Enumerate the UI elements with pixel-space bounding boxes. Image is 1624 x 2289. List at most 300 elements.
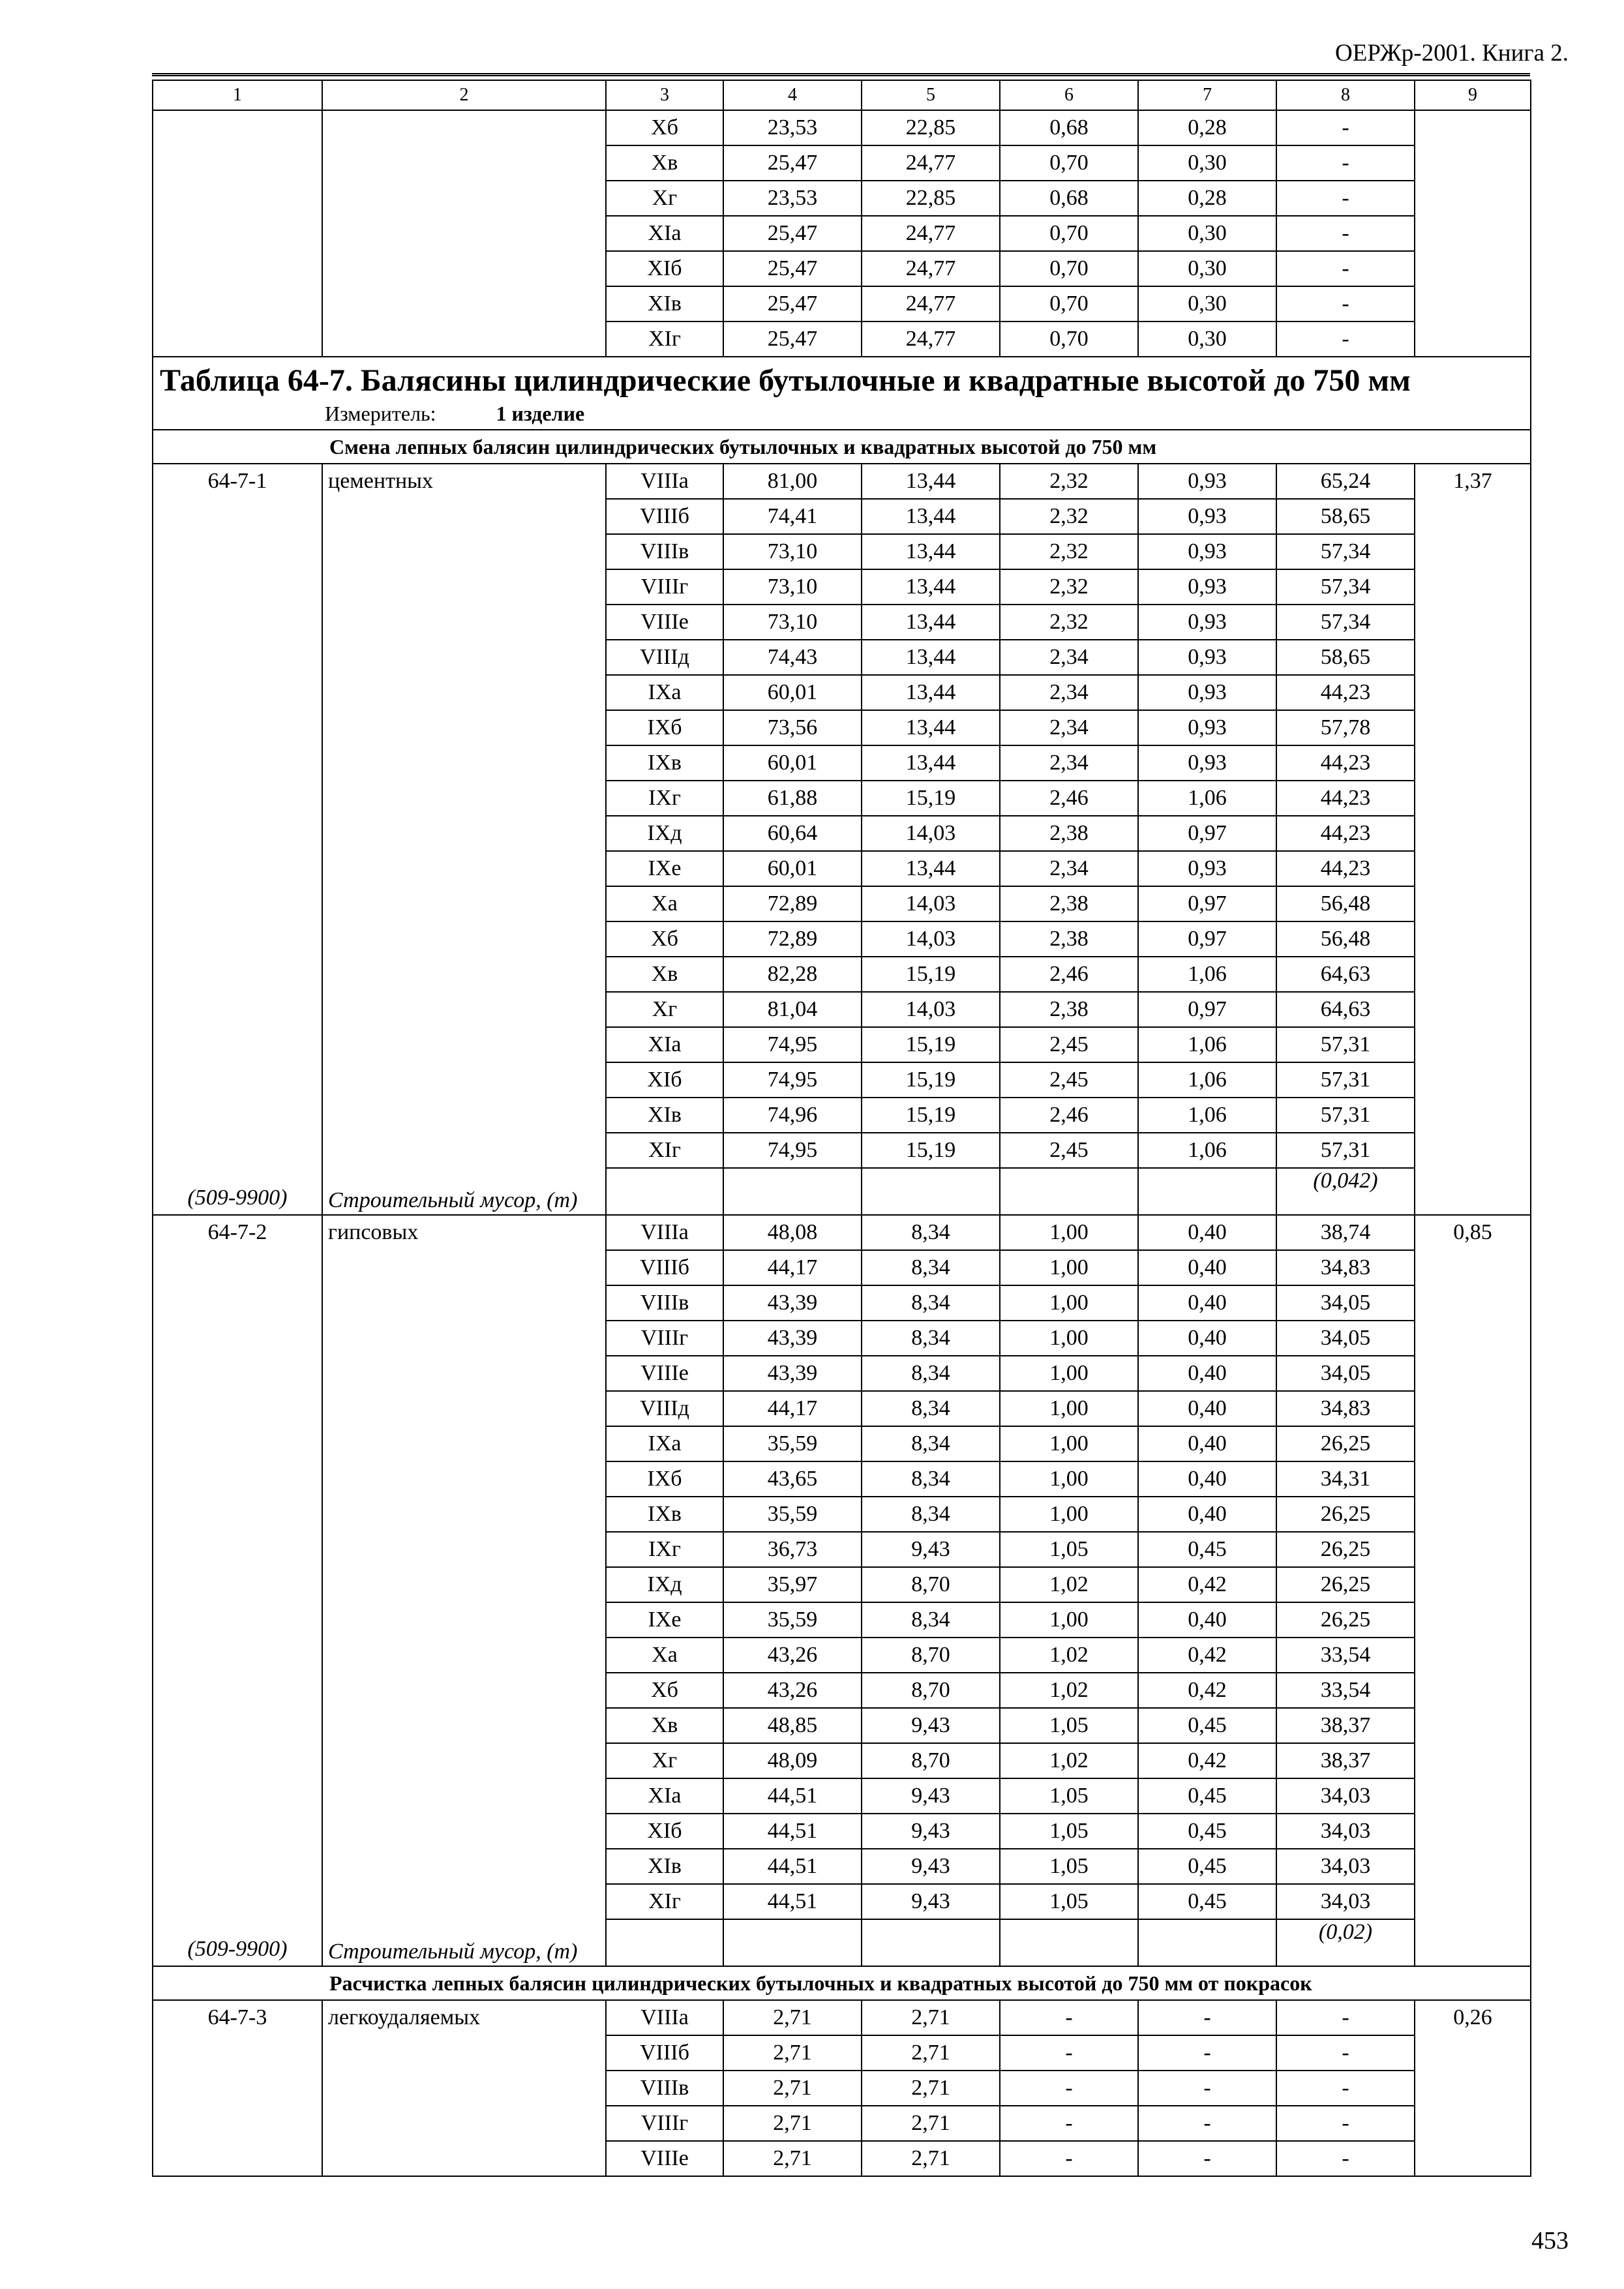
zone-cell: IXе	[606, 1602, 723, 1638]
value-cell: 34,03	[1276, 1814, 1415, 1849]
value-cell: 2,32	[1000, 569, 1138, 605]
value-cell: 1,00	[1000, 1321, 1138, 1356]
zone-cell: VIIIг	[606, 2106, 723, 2141]
value-cell: 61,88	[723, 781, 862, 816]
table-row	[153, 2000, 1531, 2035]
empty-col9-cell	[1415, 110, 1531, 357]
value-cell: 0,45	[1138, 1814, 1276, 1849]
norm-code: 64-7-2	[207, 1220, 267, 1244]
value-cell: 0,70	[1000, 251, 1138, 286]
value-cell: 22,85	[862, 110, 1000, 145]
value-cell: 15,19	[862, 1133, 1000, 1168]
norm-name: гипсовых	[328, 1220, 419, 1244]
value-cell: 26,25	[1276, 1602, 1415, 1638]
zone-cell: XIв	[606, 1098, 723, 1133]
value-cell: 44,51	[723, 1884, 862, 1919]
empty-code-cell	[153, 110, 322, 357]
value-cell: 0,42	[1138, 1743, 1276, 1778]
book-header: ОЕРЖр-2001. Книга 2.	[1335, 40, 1569, 67]
value-cell: 2,71	[862, 2141, 1000, 2176]
page-number: 453	[1531, 2227, 1569, 2254]
value-cell: 0,93	[1138, 464, 1276, 499]
value-cell: 34,05	[1276, 1285, 1415, 1321]
value-cell: 0,70	[1000, 216, 1138, 251]
value-cell: 1,05	[1000, 1778, 1138, 1814]
table-title-row	[153, 357, 1531, 430]
value-cell: 23,53	[723, 181, 862, 216]
col9-cell	[1415, 1215, 1531, 1966]
value-cell: 8,34	[862, 1285, 1000, 1321]
norm-code-cell	[153, 1215, 322, 1966]
value-cell: 72,89	[723, 921, 862, 957]
table-title-cell	[153, 357, 1531, 430]
value-cell: 38,74	[1276, 1215, 1415, 1250]
zone-cell: VIIIб	[606, 499, 723, 534]
value-cell: 0,42	[1138, 1567, 1276, 1602]
zone-cell: IXб	[606, 1461, 723, 1497]
value-cell: 0,93	[1138, 710, 1276, 745]
empty-name-cell	[322, 110, 606, 357]
zone-cell: IXв	[606, 1497, 723, 1532]
value-cell: 2,38	[1000, 992, 1138, 1027]
zone-cell: IXа	[606, 1426, 723, 1461]
value-cell: 25,47	[723, 322, 862, 357]
value-cell: 24,77	[862, 251, 1000, 286]
norm-code: 64-7-1	[207, 469, 267, 493]
value-cell: 14,03	[862, 992, 1000, 1027]
value-cell: 57,31	[1276, 1133, 1415, 1168]
value-cell: 8,34	[862, 1497, 1000, 1532]
value-cell: -	[1276, 2141, 1415, 2176]
value-cell: 13,44	[862, 640, 1000, 675]
value-cell: 0,40	[1138, 1285, 1276, 1321]
value-cell: 0,40	[1138, 1356, 1276, 1391]
zone-cell: XIб	[606, 251, 723, 286]
value-cell: 34,03	[1276, 1778, 1415, 1814]
value-cell: 57,31	[1276, 1098, 1415, 1133]
zone-cell: XIа	[606, 216, 723, 251]
value-cell: 9,43	[862, 1532, 1000, 1567]
value-cell: 0,93	[1138, 675, 1276, 710]
value-cell: 48,09	[723, 1743, 862, 1778]
value-cell: 13,44	[862, 675, 1000, 710]
value-cell: 13,44	[862, 745, 1000, 781]
zone-cell: IXг	[606, 1532, 723, 1567]
zone-cell: Хв	[606, 145, 723, 181]
value-cell: 0,30	[1138, 216, 1276, 251]
value-cell: 0,30	[1138, 251, 1276, 286]
section-row	[153, 430, 1531, 464]
value-cell: 0,30	[1138, 145, 1276, 181]
zone-cell: VIIIб	[606, 2035, 723, 2071]
value-cell: 2,71	[862, 2071, 1000, 2106]
zone-cell: VIIIе	[606, 1356, 723, 1391]
value-cell: 0,28	[1138, 110, 1276, 145]
value-cell: 48,85	[723, 1708, 862, 1743]
value-cell: 60,01	[723, 745, 862, 781]
value-cell: 25,47	[723, 286, 862, 322]
value-cell: 48,08	[723, 1215, 862, 1250]
value-cell: 73,10	[723, 569, 862, 605]
column-number: 8	[1276, 80, 1415, 110]
value-cell: 34,03	[1276, 1884, 1415, 1919]
section-heading: Смена лепных балясин цилиндрических бутылочных и квадратных высотой до 750 мм	[153, 430, 1531, 464]
value-cell: -	[1276, 251, 1415, 286]
value-cell: 9,43	[862, 1778, 1000, 1814]
value-cell: 13,44	[862, 710, 1000, 745]
value-cell: 25,47	[723, 251, 862, 286]
value-cell: 0,40	[1138, 1602, 1276, 1638]
column-number: 4	[723, 80, 862, 110]
value-cell: 43,26	[723, 1638, 862, 1673]
norm-name-cell	[322, 1215, 606, 1966]
value-cell: 74,95	[723, 1027, 862, 1062]
value-cell: 2,46	[1000, 781, 1138, 816]
value-cell: 57,34	[1276, 534, 1415, 569]
measurer-value: 1 изделие	[496, 402, 585, 425]
value-cell: 34,03	[1276, 1849, 1415, 1884]
value-cell: 58,65	[1276, 499, 1415, 534]
value-cell: 65,24	[1276, 464, 1415, 499]
zone-cell: VIIIд	[606, 1391, 723, 1426]
table-row	[153, 110, 1531, 145]
value-cell: 34,05	[1276, 1356, 1415, 1391]
value-cell: 2,32	[1000, 605, 1138, 640]
value-cell: 1,00	[1000, 1391, 1138, 1426]
value-cell: 1,06	[1138, 1027, 1276, 1062]
value-cell: 13,44	[862, 569, 1000, 605]
zone-cell: Ха	[606, 1638, 723, 1673]
value-cell: 60,01	[723, 675, 862, 710]
trash-qty: (0,042)	[1313, 1169, 1378, 1193]
value-cell: 24,77	[862, 322, 1000, 357]
value-cell: 64,63	[1276, 992, 1415, 1027]
value-cell: 2,34	[1000, 640, 1138, 675]
value-cell: 0,45	[1138, 1708, 1276, 1743]
empty-cell	[723, 1168, 862, 1215]
zone-cell: VIIIб	[606, 1250, 723, 1285]
value-cell: 73,56	[723, 710, 862, 745]
value-cell: -	[1000, 2035, 1138, 2071]
norm-name: цементных	[328, 469, 433, 493]
trash-qty-cell	[1276, 1919, 1415, 1966]
value-cell: 0,93	[1138, 640, 1276, 675]
value-cell: 0,97	[1138, 921, 1276, 957]
table-title: Таблица 64-7. Балясины цилиндрические бутылочные и квадратные высотой до 750 мм	[160, 363, 1411, 398]
value-cell: 44,51	[723, 1778, 862, 1814]
value-cell: 0,30	[1138, 286, 1276, 322]
col9-cell	[1415, 2000, 1531, 2176]
empty-cell	[606, 1919, 723, 1966]
value-cell: 43,26	[723, 1673, 862, 1708]
value-cell: 8,34	[862, 1356, 1000, 1391]
empty-cell	[862, 1919, 1000, 1966]
value-cell: 1,06	[1138, 1062, 1276, 1098]
zone-cell: VIIIе	[606, 605, 723, 640]
value-cell: 34,83	[1276, 1250, 1415, 1285]
zone-cell: Хг	[606, 181, 723, 216]
value-cell: 1,00	[1000, 1461, 1138, 1497]
column-number-row	[153, 80, 1531, 110]
value-cell: 43,65	[723, 1461, 862, 1497]
value-cell: 24,77	[862, 145, 1000, 181]
value-cell: 2,45	[1000, 1133, 1138, 1168]
value-cell: 15,19	[862, 1062, 1000, 1098]
value-cell: -	[1276, 322, 1415, 357]
value-cell: 82,28	[723, 957, 862, 992]
empty-cell	[1000, 1919, 1138, 1966]
value-cell: 0,93	[1138, 745, 1276, 781]
value-cell: 2,38	[1000, 886, 1138, 921]
header-rule	[152, 73, 1530, 76]
value-cell: 2,34	[1000, 675, 1138, 710]
column-number: 3	[606, 80, 723, 110]
value-cell: 58,65	[1276, 640, 1415, 675]
value-cell: 72,89	[723, 886, 862, 921]
value-cell: 0,93	[1138, 534, 1276, 569]
value-cell: 44,23	[1276, 675, 1415, 710]
zone-cell: VIIIа	[606, 1215, 723, 1250]
value-cell: 43,39	[723, 1321, 862, 1356]
value-cell: 0,45	[1138, 1849, 1276, 1884]
col9-value: 0,85	[1453, 1220, 1492, 1244]
value-cell: -	[1000, 2141, 1138, 2176]
value-cell: 38,37	[1276, 1708, 1415, 1743]
value-cell: 2,71	[723, 2071, 862, 2106]
value-cell: 44,51	[723, 1849, 862, 1884]
value-cell: 26,25	[1276, 1567, 1415, 1602]
value-cell: 1,00	[1000, 1250, 1138, 1285]
value-cell: 0,70	[1000, 322, 1138, 357]
value-cell: 1,00	[1000, 1426, 1138, 1461]
value-cell: 0,68	[1000, 181, 1138, 216]
value-cell: 2,71	[862, 2035, 1000, 2071]
empty-cell	[606, 1168, 723, 1215]
value-cell: 13,44	[862, 851, 1000, 886]
value-cell: 74,96	[723, 1098, 862, 1133]
column-number: 9	[1415, 80, 1531, 110]
value-cell: 0,45	[1138, 1778, 1276, 1814]
column-number: 2	[322, 80, 606, 110]
value-cell: 1,02	[1000, 1743, 1138, 1778]
trash-name: Строительный мусор, (т)	[328, 1188, 578, 1212]
value-cell: 38,37	[1276, 1743, 1415, 1778]
value-cell: 56,48	[1276, 921, 1415, 957]
value-cell: 44,17	[723, 1250, 862, 1285]
value-cell: 8,70	[862, 1743, 1000, 1778]
value-cell: -	[1276, 2071, 1415, 2106]
value-cell: -	[1276, 2000, 1415, 2035]
value-cell: 2,71	[862, 2106, 1000, 2141]
zone-cell: VIIIе	[606, 2141, 723, 2176]
zone-cell: VIIIг	[606, 569, 723, 605]
zone-cell: VIIIг	[606, 1321, 723, 1356]
norms-table	[152, 80, 1531, 2177]
value-cell: 8,70	[862, 1638, 1000, 1673]
trash-code: (509-9900)	[187, 1186, 288, 1210]
value-cell: 0,28	[1138, 181, 1276, 216]
value-cell: -	[1276, 181, 1415, 216]
value-cell: 2,46	[1000, 957, 1138, 992]
value-cell: 15,19	[862, 781, 1000, 816]
value-cell: 25,47	[723, 145, 862, 181]
value-cell: 1,00	[1000, 1356, 1138, 1391]
value-cell: 57,31	[1276, 1027, 1415, 1062]
zone-cell: VIIIв	[606, 534, 723, 569]
value-cell: 2,38	[1000, 921, 1138, 957]
value-cell: 15,19	[862, 957, 1000, 992]
measurer-line	[153, 400, 1530, 429]
value-cell: -	[1276, 2035, 1415, 2071]
value-cell: 35,97	[723, 1567, 862, 1602]
value-cell: 34,31	[1276, 1461, 1415, 1497]
column-number: 1	[153, 80, 322, 110]
zone-cell: IXв	[606, 745, 723, 781]
zone-cell: VIIIд	[606, 640, 723, 675]
zone-cell: VIIIв	[606, 1285, 723, 1321]
value-cell: 2,71	[723, 2141, 862, 2176]
value-cell: 1,06	[1138, 1133, 1276, 1168]
value-cell: 14,03	[862, 816, 1000, 851]
value-cell: 9,43	[862, 1708, 1000, 1743]
zone-cell: VIIIа	[606, 2000, 723, 2035]
value-cell: 23,53	[723, 110, 862, 145]
value-cell: 1,05	[1000, 1708, 1138, 1743]
empty-cell	[1000, 1168, 1138, 1215]
zone-cell: IXд	[606, 1567, 723, 1602]
col9-value: 0,26	[1453, 2005, 1492, 2029]
value-cell: 44,23	[1276, 816, 1415, 851]
value-cell: -	[1138, 2035, 1276, 2071]
value-cell: -	[1276, 110, 1415, 145]
value-cell: 2,71	[723, 2106, 862, 2141]
value-cell: 1,05	[1000, 1532, 1138, 1567]
value-cell: 0,97	[1138, 992, 1276, 1027]
value-cell: 56,48	[1276, 886, 1415, 921]
empty-cell	[723, 1919, 862, 1966]
value-cell: 8,34	[862, 1391, 1000, 1426]
value-cell: -	[1276, 2106, 1415, 2141]
value-cell: 2,45	[1000, 1062, 1138, 1098]
value-cell: 0,40	[1138, 1497, 1276, 1532]
value-cell: 2,34	[1000, 745, 1138, 781]
value-cell: -	[1276, 216, 1415, 251]
zone-cell: IXб	[606, 710, 723, 745]
zone-cell: XIа	[606, 1027, 723, 1062]
value-cell: -	[1138, 2106, 1276, 2141]
zone-cell: Ха	[606, 886, 723, 921]
value-cell: 33,54	[1276, 1673, 1415, 1708]
zone-cell: XIг	[606, 322, 723, 357]
value-cell: 74,95	[723, 1062, 862, 1098]
value-cell: 0,97	[1138, 816, 1276, 851]
value-cell: 13,44	[862, 464, 1000, 499]
value-cell: 81,00	[723, 464, 862, 499]
value-cell: 0,42	[1138, 1673, 1276, 1708]
value-cell: 0,40	[1138, 1391, 1276, 1426]
value-cell: 1,06	[1138, 957, 1276, 992]
value-cell: 36,73	[723, 1532, 862, 1567]
value-cell: 25,47	[723, 216, 862, 251]
value-cell: 34,05	[1276, 1321, 1415, 1356]
value-cell: 0,70	[1000, 286, 1138, 322]
empty-cell	[862, 1168, 1000, 1215]
value-cell: 57,31	[1276, 1062, 1415, 1098]
value-cell: 44,23	[1276, 781, 1415, 816]
value-cell: 14,03	[862, 886, 1000, 921]
zone-cell: IXг	[606, 781, 723, 816]
value-cell: 1,05	[1000, 1884, 1138, 1919]
value-cell: 33,54	[1276, 1638, 1415, 1673]
value-cell: 44,23	[1276, 745, 1415, 781]
value-cell: 26,25	[1276, 1497, 1415, 1532]
section-heading: Расчистка лепных балясин цилиндрических бутылочных и квадратных высотой до 750 мм от покрасок	[153, 1966, 1531, 2000]
value-cell: 2,32	[1000, 464, 1138, 499]
value-cell: 0,68	[1000, 110, 1138, 145]
value-cell: 22,85	[862, 181, 1000, 216]
value-cell: 73,10	[723, 534, 862, 569]
value-cell: 0,93	[1138, 499, 1276, 534]
value-cell: -	[1276, 286, 1415, 322]
zone-cell: XIа	[606, 1778, 723, 1814]
value-cell: 0,97	[1138, 886, 1276, 921]
value-cell: 8,34	[862, 1250, 1000, 1285]
value-cell: 15,19	[862, 1027, 1000, 1062]
value-cell: 0,42	[1138, 1638, 1276, 1673]
value-cell: 13,44	[862, 605, 1000, 640]
norm-code-cell	[153, 2000, 322, 2176]
empty-cell	[1138, 1919, 1276, 1966]
value-cell: 0,93	[1138, 851, 1276, 886]
value-cell: -	[1000, 2000, 1138, 2035]
value-cell: 35,59	[723, 1426, 862, 1461]
value-cell: 2,71	[723, 2000, 862, 2035]
value-cell: 8,34	[862, 1602, 1000, 1638]
table-row	[153, 464, 1531, 499]
value-cell: -	[1138, 2000, 1276, 2035]
value-cell: 43,39	[723, 1356, 862, 1391]
value-cell: 2,32	[1000, 534, 1138, 569]
value-cell: 24,77	[862, 286, 1000, 322]
value-cell: 0,40	[1138, 1461, 1276, 1497]
zone-cell: XIг	[606, 1133, 723, 1168]
value-cell: 1,00	[1000, 1215, 1138, 1250]
value-cell: 2,32	[1000, 499, 1138, 534]
value-cell: 13,44	[862, 534, 1000, 569]
measurer-label: Измеритель:	[325, 402, 436, 425]
value-cell: 8,34	[862, 1215, 1000, 1250]
value-cell: 57,78	[1276, 710, 1415, 745]
value-cell: 2,71	[862, 2000, 1000, 2035]
value-cell: 1,06	[1138, 781, 1276, 816]
value-cell: 81,04	[723, 992, 862, 1027]
value-cell: 9,43	[862, 1849, 1000, 1884]
norm-code: 64-7-3	[207, 2005, 267, 2029]
value-cell: 74,95	[723, 1133, 862, 1168]
value-cell: 13,44	[862, 499, 1000, 534]
col9-value: 1,37	[1453, 469, 1492, 493]
value-cell: 14,03	[862, 921, 1000, 957]
norm-name: легкоудаляемых	[328, 2005, 481, 2029]
value-cell: 74,41	[723, 499, 862, 534]
value-cell: 8,34	[862, 1426, 1000, 1461]
norm-name-cell	[322, 2000, 606, 2176]
zone-cell: Хг	[606, 1743, 723, 1778]
value-cell: 35,59	[723, 1602, 862, 1638]
value-cell: 2,34	[1000, 851, 1138, 886]
value-cell: 2,38	[1000, 816, 1138, 851]
value-cell: 0,40	[1138, 1250, 1276, 1285]
